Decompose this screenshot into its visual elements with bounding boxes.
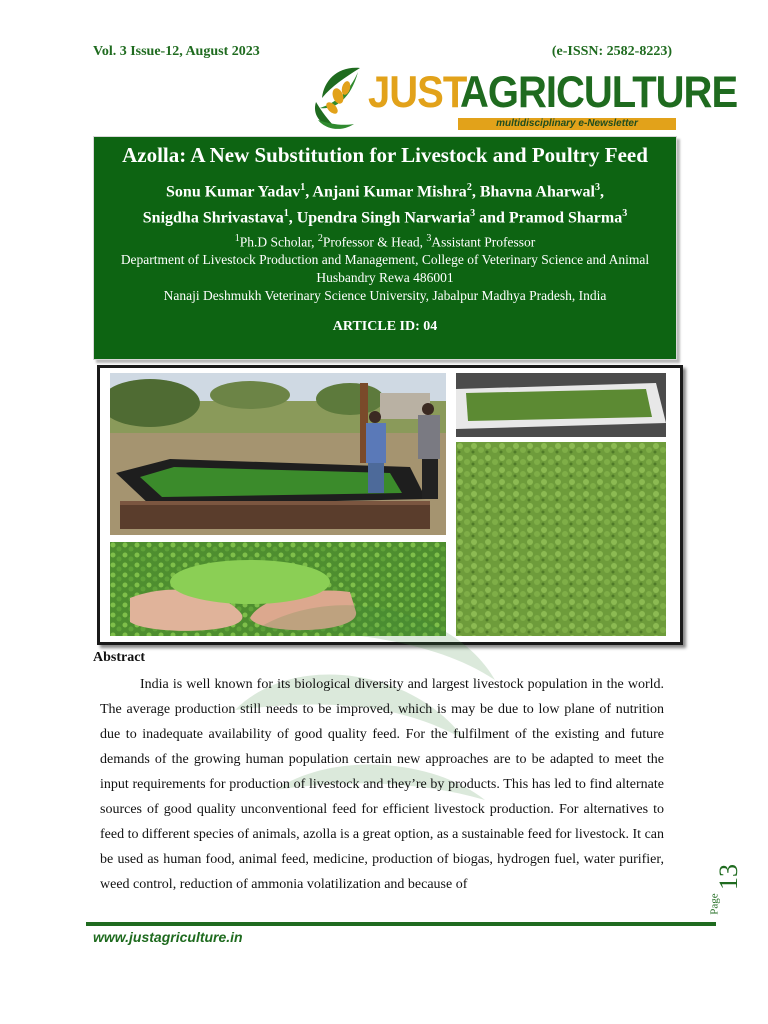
just-agriculture-logo (308, 62, 738, 134)
volume-issue: Vol. 3 Issue-12, August 2023 (93, 44, 260, 59)
author-affiliation-marker: 3 (622, 208, 628, 220)
abstract-heading: Abstract (93, 650, 146, 665)
footer-rule (86, 922, 716, 926)
author-line-1: Sonu Kumar Yadav$^1$, Anjani Kumar Mishra$^2$, Bhavna Aharwal$^3$, (166, 182, 604, 201)
author-name: Snigdha Shrivastava (142, 209, 284, 227)
logo-word-just: JUST (368, 67, 467, 118)
author-affiliation-marker: 1 (300, 182, 306, 193)
page-label: Page (708, 893, 721, 915)
website-link[interactable]: www.justagriculture.in (93, 929, 243, 945)
author-name: Sonu Kumar Yadav (166, 183, 301, 201)
author-name: Pramod Sharma (508, 209, 623, 227)
azolla-tray-photo (456, 373, 666, 437)
article-id: ARTICLE ID: 04 (332, 319, 438, 335)
author-line-2: Snigdha Shrivastava$^1$, Upendra Singh Narwaria$^3$ and Pramod Sharma$^3$ (142, 208, 628, 227)
logo-tagline: multidisciplinary e-Newsletter (458, 118, 676, 130)
author-name: Upendra Singh Narwaria (296, 209, 471, 227)
author-affiliation-marker: 1 (283, 208, 289, 220)
issn: (e-ISSN: 2582-8223) (551, 44, 672, 59)
azolla-pit-photo (110, 373, 446, 535)
author-name: Bhavna Aharwal (479, 183, 595, 201)
author-name: Anjani Kumar Mishra (312, 183, 467, 201)
department: Department of Livestock Production and Management, College of Veterinary Science and Animal Husbandry Rewa 486001 (120, 252, 650, 286)
logo-word-agriculture: AGRICULTURE (460, 67, 738, 118)
author-affiliation-marker: 3 (594, 182, 600, 193)
author-affiliation-marker: 2 (466, 182, 472, 193)
abstract-body: India is well known for its biological diversity and largest livestock population in the world. The average production still needs to be improved, which is may be due to low plane of nutrition due to inadequate availability of good quality feed. For the fulfilment of the existing and future demands of the growing human population certain new approaches are to be adapted to meet the input requirements for production of livestock and they’re by products. This has led to find alternate sources of good quality unconventional feed for efficient livestock production. For alternatives to feed to different species of animals, azolla is a great option, as a sustainable feed for livestock. It can be used as human food, animal feed, medicine, production of biogas, hydrogen fuel, water purifier, weed control, reduction of ammonia volatilization and because of (100, 677, 664, 892)
page-number-value: 13 (714, 864, 743, 890)
author-affiliation-marker: 3 (470, 208, 476, 220)
leaf-emblem-icon (308, 62, 370, 134)
page-number (708, 862, 742, 922)
university: Nanaji Deshmukh Veterinary Science University, Jabalpur Madhya Pradesh, India (163, 288, 607, 304)
article-title-box (93, 136, 677, 360)
author-roles: $^1$Ph.D Scholar, $^2$Professor & Head, $^3$Assistant Professor (234, 232, 536, 250)
author-list (102, 177, 668, 230)
article-title: Azolla: A New Substitution for Livestock and Poultry Feed (122, 143, 648, 167)
